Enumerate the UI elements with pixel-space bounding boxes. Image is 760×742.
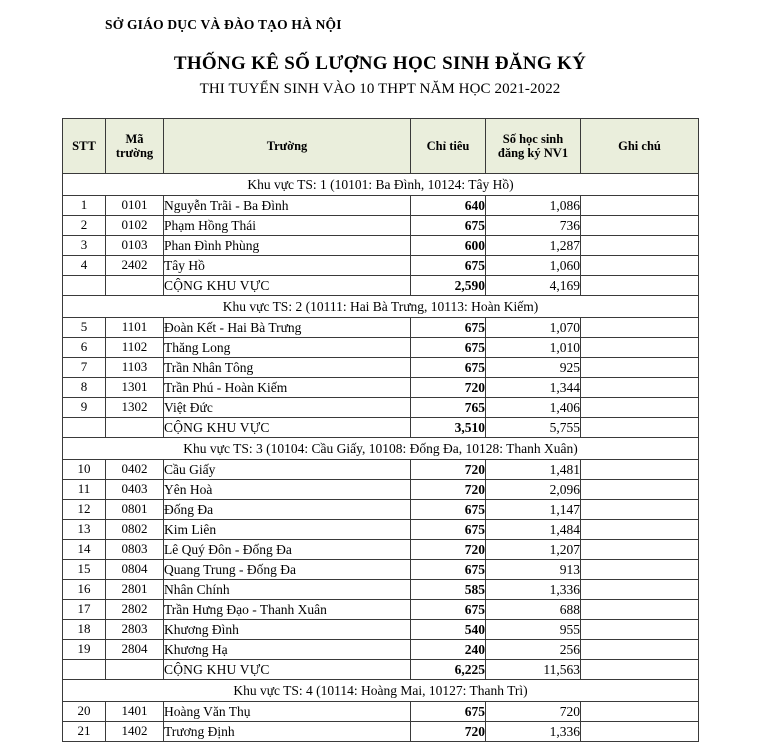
cell-school-name: Thăng Long [164,338,411,358]
cell-school-code: 0803 [106,540,164,560]
cell-school-code: 1401 [106,702,164,722]
cell-stt: 11 [63,480,106,500]
cell-note [581,620,699,640]
cell-quota: 720 [411,480,486,500]
cell-registrations: 688 [486,600,581,620]
table-body [63,174,699,742]
cell-registrations: 11,563 [486,660,581,680]
cell-note [581,722,699,742]
cell-school-code: 2402 [106,256,164,276]
cell-registrations: 736 [486,216,581,236]
region-heading-row [63,174,699,196]
cell-quota: 640 [411,196,486,216]
cell-note [581,460,699,480]
cell-registrations: 4,169 [486,276,581,296]
cell-quota: 6,225 [411,660,486,680]
cell-quota: 675 [411,318,486,338]
cell-quota: 675 [411,600,486,620]
cell-quota: 675 [411,560,486,580]
column-header-registrations-line2: đăng ký NV1 [497,146,569,161]
cell-quota: 675 [411,358,486,378]
cell-school-name: Cầu Giấy [164,460,411,480]
cell-school-code [106,418,164,438]
cell-stt: 3 [63,236,106,256]
cell-quota: 720 [411,722,486,742]
cell-note [581,378,699,398]
cell-school-code: 2801 [106,580,164,600]
table-row [63,560,699,580]
cell-school-name: Khương Đình [164,620,411,640]
cell-school-code [106,660,164,680]
cell-school-name: Lê Quý Đôn - Đống Đa [164,540,411,560]
region-heading-label: Khu vực TS: 2 (10111: Hai Bà Trưng, 10113: Hoàn Kiếm) [63,296,699,318]
cell-registrations: 2,096 [486,480,581,500]
table-row [63,480,699,500]
page-subtitle: THI TUYỂN SINH VÀO 10 THPT NĂM HỌC 2021-2022 [199,80,561,97]
cell-quota: 2,590 [411,276,486,296]
cell-school-code: 1301 [106,378,164,398]
cell-registrations: 913 [486,560,581,580]
cell-note [581,418,699,438]
table-row [63,378,699,398]
cell-registrations: 1,010 [486,338,581,358]
cell-quota: 675 [411,338,486,358]
cell-note [581,338,699,358]
cell-stt: 14 [63,540,106,560]
cell-stt: 20 [63,702,106,722]
cell-note [581,640,699,660]
cell-school-name: Trần Hưng Đạo - Thanh Xuân [164,600,411,620]
cell-quota: 720 [411,460,486,480]
cell-registrations: 1,481 [486,460,581,480]
table-row [63,640,699,660]
region-total-row [63,276,699,296]
table-row [63,358,699,378]
table-row [63,620,699,640]
cell-school-code: 2802 [106,600,164,620]
cell-school-code: 0804 [106,560,164,580]
cell-stt: 15 [63,560,106,580]
region-heading-row [63,680,699,702]
table-row [63,600,699,620]
table-row [63,722,699,742]
column-header-school-code-line2: trường [115,146,154,161]
table-row [63,500,699,520]
cell-school-name: Việt Đức [164,398,411,418]
cell-quota: 675 [411,500,486,520]
cell-school-name: Phạm Hồng Thái [164,216,411,236]
cell-note [581,600,699,620]
cell-school-name: CỘNG KHU VỰC [164,276,411,296]
cell-school-code: 2803 [106,620,164,640]
cell-school-code: 0801 [106,500,164,520]
cell-note [581,580,699,600]
cell-school-code: 0802 [106,520,164,540]
table-head [63,119,699,174]
cell-registrations: 1,060 [486,256,581,276]
cell-note [581,216,699,236]
cell-school-code: 0103 [106,236,164,256]
cell-quota: 675 [411,256,486,276]
cell-quota: 600 [411,236,486,256]
cell-school-name: Trương Định [164,722,411,742]
column-header-school-code [106,119,164,174]
cell-school-name: Quang Trung - Đống Đa [164,560,411,580]
cell-school-name: Đống Đa [164,500,411,520]
column-header-stt: STT [63,119,106,174]
cell-registrations: 1,287 [486,236,581,256]
cell-stt: 17 [63,600,106,620]
cell-quota: 675 [411,520,486,540]
cell-school-code: 1103 [106,358,164,378]
cell-school-code: 0102 [106,216,164,236]
cell-quota: 540 [411,620,486,640]
table-row [63,398,699,418]
region-heading-label: Khu vực TS: 4 (10114: Hoàng Mai, 10127: Thanh Trì) [63,680,699,702]
cell-school-code: 1302 [106,398,164,418]
cell-registrations: 1,336 [486,580,581,600]
cell-school-code: 0402 [106,460,164,480]
cell-school-code [106,276,164,296]
cell-note [581,196,699,216]
region-heading-row [63,438,699,460]
cell-registrations: 1,070 [486,318,581,338]
cell-school-name: Kim Liên [164,520,411,540]
region-heading-label: Khu vực TS: 3 (10104: Cầu Giấy, 10108: Đống Đa, 10128: Thanh Xuân) [63,438,699,460]
cell-stt [63,660,106,680]
table-row [63,460,699,480]
region-heading-label: Khu vực TS: 1 (10101: Ba Đình, 10124: Tây Hồ) [63,174,699,196]
table-row [63,236,699,256]
cell-stt: 21 [63,722,106,742]
cell-stt: 19 [63,640,106,660]
region-total-row [63,418,699,438]
statistics-table [62,118,699,742]
cell-stt: 7 [63,358,106,378]
cell-stt: 10 [63,460,106,480]
cell-stt [63,276,106,296]
cell-stt: 9 [63,398,106,418]
cell-quota: 675 [411,216,486,236]
table-row [63,338,699,358]
cell-registrations: 5,755 [486,418,581,438]
cell-note [581,236,699,256]
cell-note [581,276,699,296]
cell-note [581,540,699,560]
cell-registrations: 1,344 [486,378,581,398]
table-row [63,318,699,338]
cell-registrations: 1,086 [486,196,581,216]
cell-note [581,560,699,580]
table-row [63,196,699,216]
cell-school-code: 1402 [106,722,164,742]
cell-registrations: 1,147 [486,500,581,520]
column-header-school: Trường [164,119,411,174]
cell-stt: 8 [63,378,106,398]
cell-school-name: Hoàng Văn Thụ [164,702,411,722]
cell-stt: 4 [63,256,106,276]
table-row [63,216,699,236]
cell-stt: 13 [63,520,106,540]
column-header-quota: Chỉ tiêu [411,119,486,174]
column-header-note: Ghi chú [581,119,699,174]
cell-school-name: Nhân Chính [164,580,411,600]
cell-note [581,358,699,378]
cell-quota: 720 [411,378,486,398]
cell-stt: 1 [63,196,106,216]
cell-note [581,520,699,540]
table-container [0,118,760,742]
table-row [63,580,699,600]
cell-stt: 6 [63,338,106,358]
page-title: THỐNG KÊ SỐ LƯỢNG HỌC SINH ĐĂNG KÝ [173,52,587,74]
region-total-row [63,660,699,680]
cell-stt: 18 [63,620,106,640]
cell-school-name: Nguyễn Trãi - Ba Đình [164,196,411,216]
cell-registrations: 720 [486,702,581,722]
cell-school-name: CỘNG KHU VỰC [164,660,411,680]
cell-quota: 585 [411,580,486,600]
cell-stt: 16 [63,580,106,600]
cell-registrations: 1,336 [486,722,581,742]
cell-school-code: 2804 [106,640,164,660]
table-row [63,520,699,540]
cell-quota: 3,510 [411,418,486,438]
cell-note [581,318,699,338]
department-heading: SỞ GIÁO DỤC VÀ ĐÀO TẠO HÀ NỘI [105,17,342,32]
cell-school-name: Khương Hạ [164,640,411,660]
table-header-row [63,119,699,174]
cell-school-code: 0403 [106,480,164,500]
cell-note [581,480,699,500]
cell-school-code: 1101 [106,318,164,338]
cell-school-name: Đoàn Kết - Hai Bà Trưng [164,318,411,338]
cell-registrations: 256 [486,640,581,660]
cell-note [581,660,699,680]
column-header-registrations [486,119,581,174]
cell-note [581,702,699,722]
cell-quota: 675 [411,702,486,722]
cell-school-name: Tây Hồ [164,256,411,276]
region-heading-row [63,296,699,318]
cell-note [581,500,699,520]
cell-school-code: 0101 [106,196,164,216]
cell-school-name: CỘNG KHU VỰC [164,418,411,438]
cell-registrations: 925 [486,358,581,378]
cell-quota: 765 [411,398,486,418]
cell-school-name: Trần Nhân Tông [164,358,411,378]
cell-school-name: Phan Đình Phùng [164,236,411,256]
cell-quota: 240 [411,640,486,660]
cell-registrations: 1,406 [486,398,581,418]
cell-stt: 2 [63,216,106,236]
column-header-registrations-line1: Số học sinh [502,131,564,146]
table-row [63,540,699,560]
cell-stt: 12 [63,500,106,520]
column-header-school-code-line1: Mã [125,131,144,146]
cell-registrations: 1,207 [486,540,581,560]
cell-registrations: 1,484 [486,520,581,540]
cell-school-name: Yên Hoà [164,480,411,500]
cell-note [581,398,699,418]
title-block [0,52,760,99]
table-row [63,256,699,276]
cell-school-name: Trần Phú - Hoàn Kiếm [164,378,411,398]
cell-note [581,256,699,276]
cell-quota: 720 [411,540,486,560]
cell-school-code: 1102 [106,338,164,358]
cell-registrations: 955 [486,620,581,640]
cell-stt [63,418,106,438]
cell-stt: 5 [63,318,106,338]
table-row [63,702,699,722]
